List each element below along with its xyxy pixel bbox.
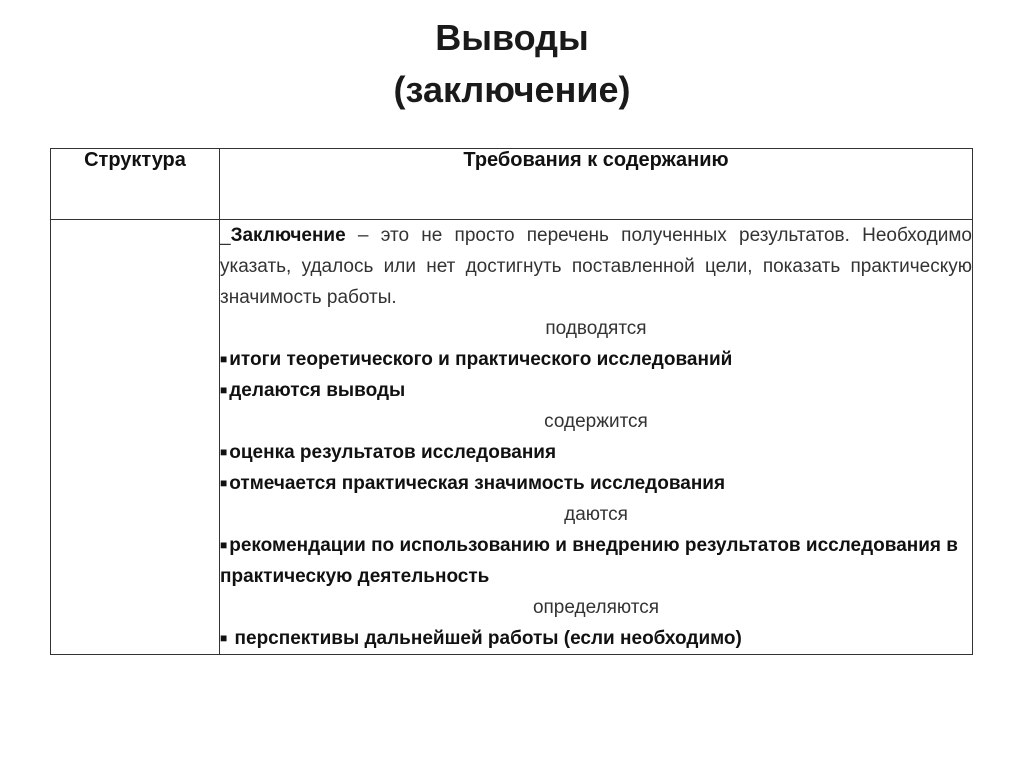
- bullet-square-icon: ■: [220, 538, 228, 552]
- intro-paragraph: [220, 220, 972, 313]
- table-header-row: [51, 149, 973, 220]
- header-requirements: Требования к содержанию: [220, 149, 973, 220]
- intro-prefix: _: [220, 225, 231, 246]
- intro-text: – это не просто перечень полученных результатов. Необходимо указать, удалось или нет достигнуть поставленной цели, показать практическую значимость работы.: [220, 225, 972, 308]
- group-heading-summarized: подводятся: [545, 318, 647, 339]
- list-item-text: оценка результатов исследования: [229, 442, 557, 463]
- group-heading-contained: содержится: [544, 411, 648, 432]
- header-structure: Структура: [51, 149, 220, 220]
- bullet-square-icon: ■: [220, 445, 228, 459]
- list-item-text: рекомендации по использованию и внедрению результатов исследования в практическую деятельность: [220, 535, 958, 587]
- structure-cell: [51, 220, 220, 655]
- list-item: [220, 437, 972, 468]
- list-item-text: делаются выводы: [229, 380, 406, 401]
- list-item: [220, 344, 972, 375]
- table-body-row: [51, 220, 973, 655]
- requirements-table: [50, 148, 973, 655]
- list-item: [220, 468, 972, 499]
- list-item-text: перспективы дальнейшей работы (если необходимо): [229, 628, 742, 649]
- slide-title-line-2: (заключение): [393, 69, 631, 110]
- bullet-square-icon: ■: [220, 476, 228, 490]
- list-item: [220, 375, 972, 406]
- intro-term: Заключение: [230, 225, 346, 246]
- group-heading-given: даются: [564, 504, 628, 525]
- bullet-square-icon: ■: [220, 352, 228, 366]
- list-item-text: итоги теоретического и практического исследований: [229, 349, 733, 370]
- bullet-square-icon: ■: [220, 631, 228, 645]
- requirements-cell: [220, 220, 973, 655]
- slide-title: [0, 12, 1024, 116]
- list-item: [220, 623, 972, 654]
- list-item-text: отмечается практическая значимость исследования: [229, 473, 726, 494]
- group-heading-defined: определяются: [532, 597, 660, 618]
- slide-title-line-1: Выводы: [435, 17, 589, 58]
- list-item: [220, 530, 972, 592]
- bullet-square-icon: ■: [220, 383, 228, 397]
